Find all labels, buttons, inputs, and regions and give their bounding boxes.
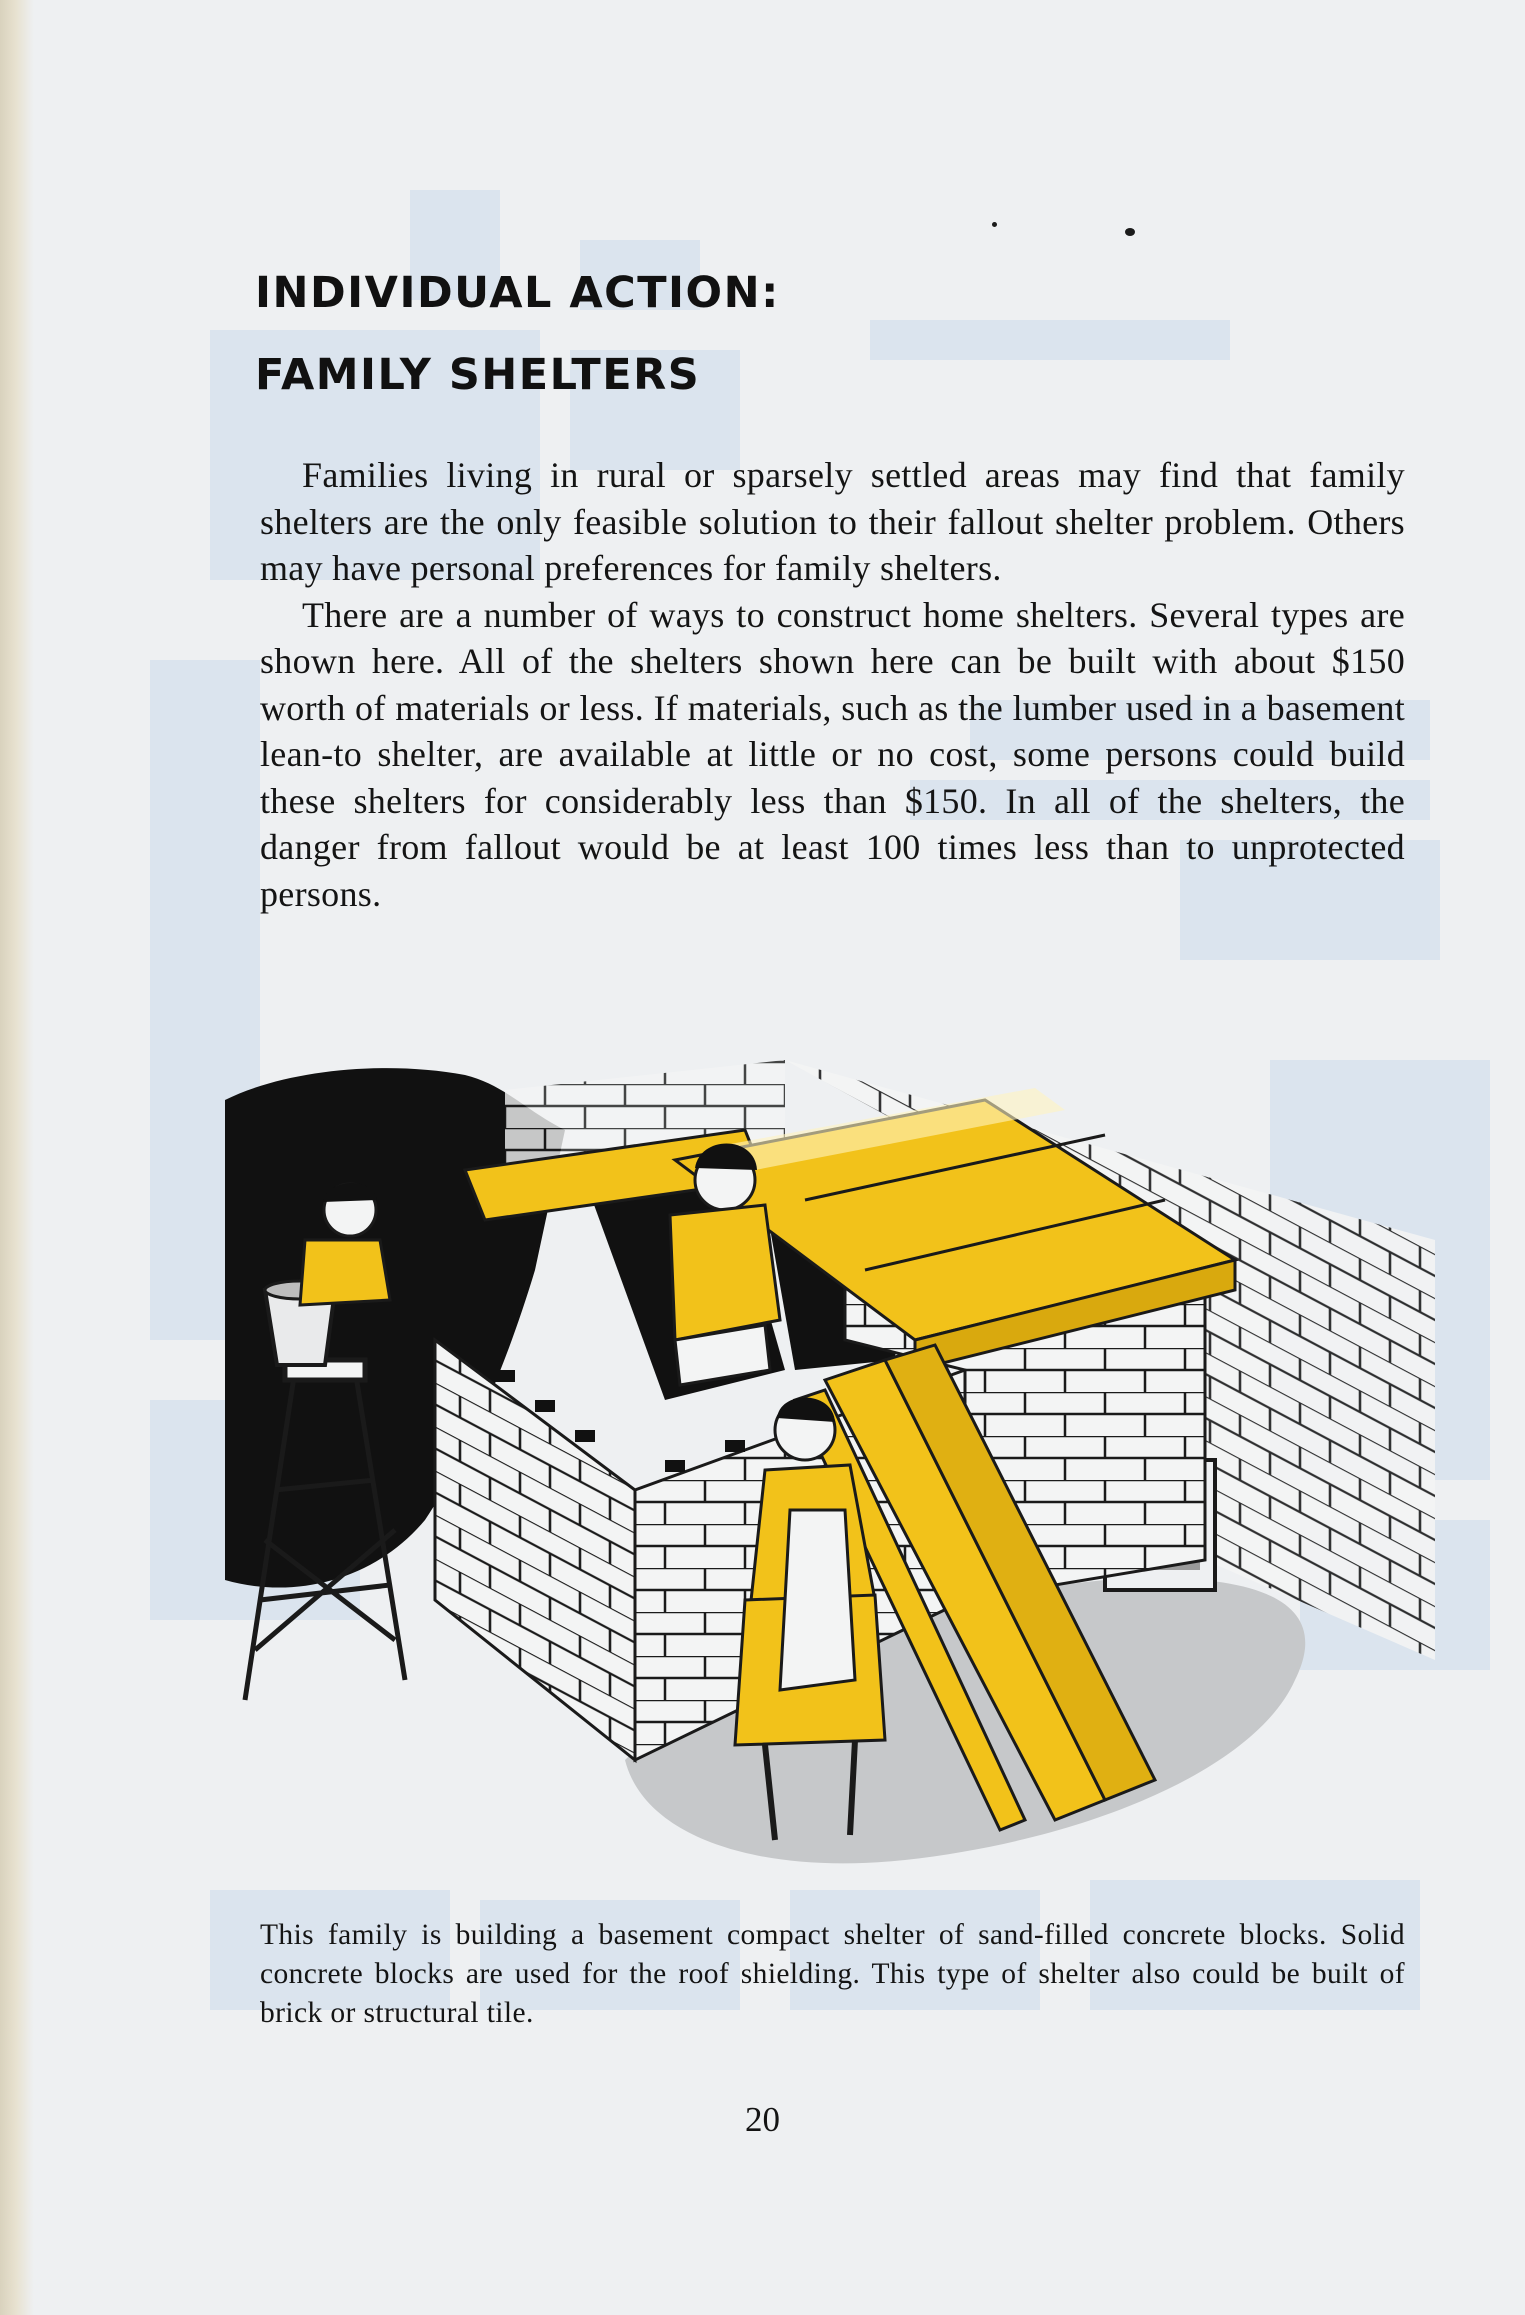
paragraph-2: There are a number of ways to construct home shelters. Several types are shown here. All of the shelters shown here can be built with about $150 worth of materials or less. If materials, such as the lumber used in a basement lean-to shelter, are available at little or no cost, some persons could build these shelters for considerably less than $150. In all of the shelters, the danger from fallout would be at least 100 times less than to unprotected persons. — [260, 594, 1405, 914]
paragraph-1: Families living in rural or sparsely settled areas may find that family shelters are the only feasible solution to their fallout shelter problem. Others may have personal preferences for family shelters. — [260, 455, 1405, 588]
heading-line-1: INDIVIDUAL ACTION: — [255, 268, 780, 318]
figure-caption: This family is building a basement compact shelter of sand-filled concrete blocks. Solid concrete blocks are used for the roof shielding. This type of shelter also could be built of brick or structural tile. — [260, 1919, 1405, 2029]
heading-line-2: FAMILY SHELTERS — [255, 350, 701, 400]
shelter-illustration — [205, 1040, 1455, 1900]
page-heading — [255, 252, 780, 416]
page-binding-edge — [0, 0, 34, 2315]
body-text — [260, 452, 1405, 917]
print-speck — [992, 222, 997, 227]
print-speck — [1125, 228, 1135, 236]
page-number: 20 — [745, 2100, 780, 2139]
